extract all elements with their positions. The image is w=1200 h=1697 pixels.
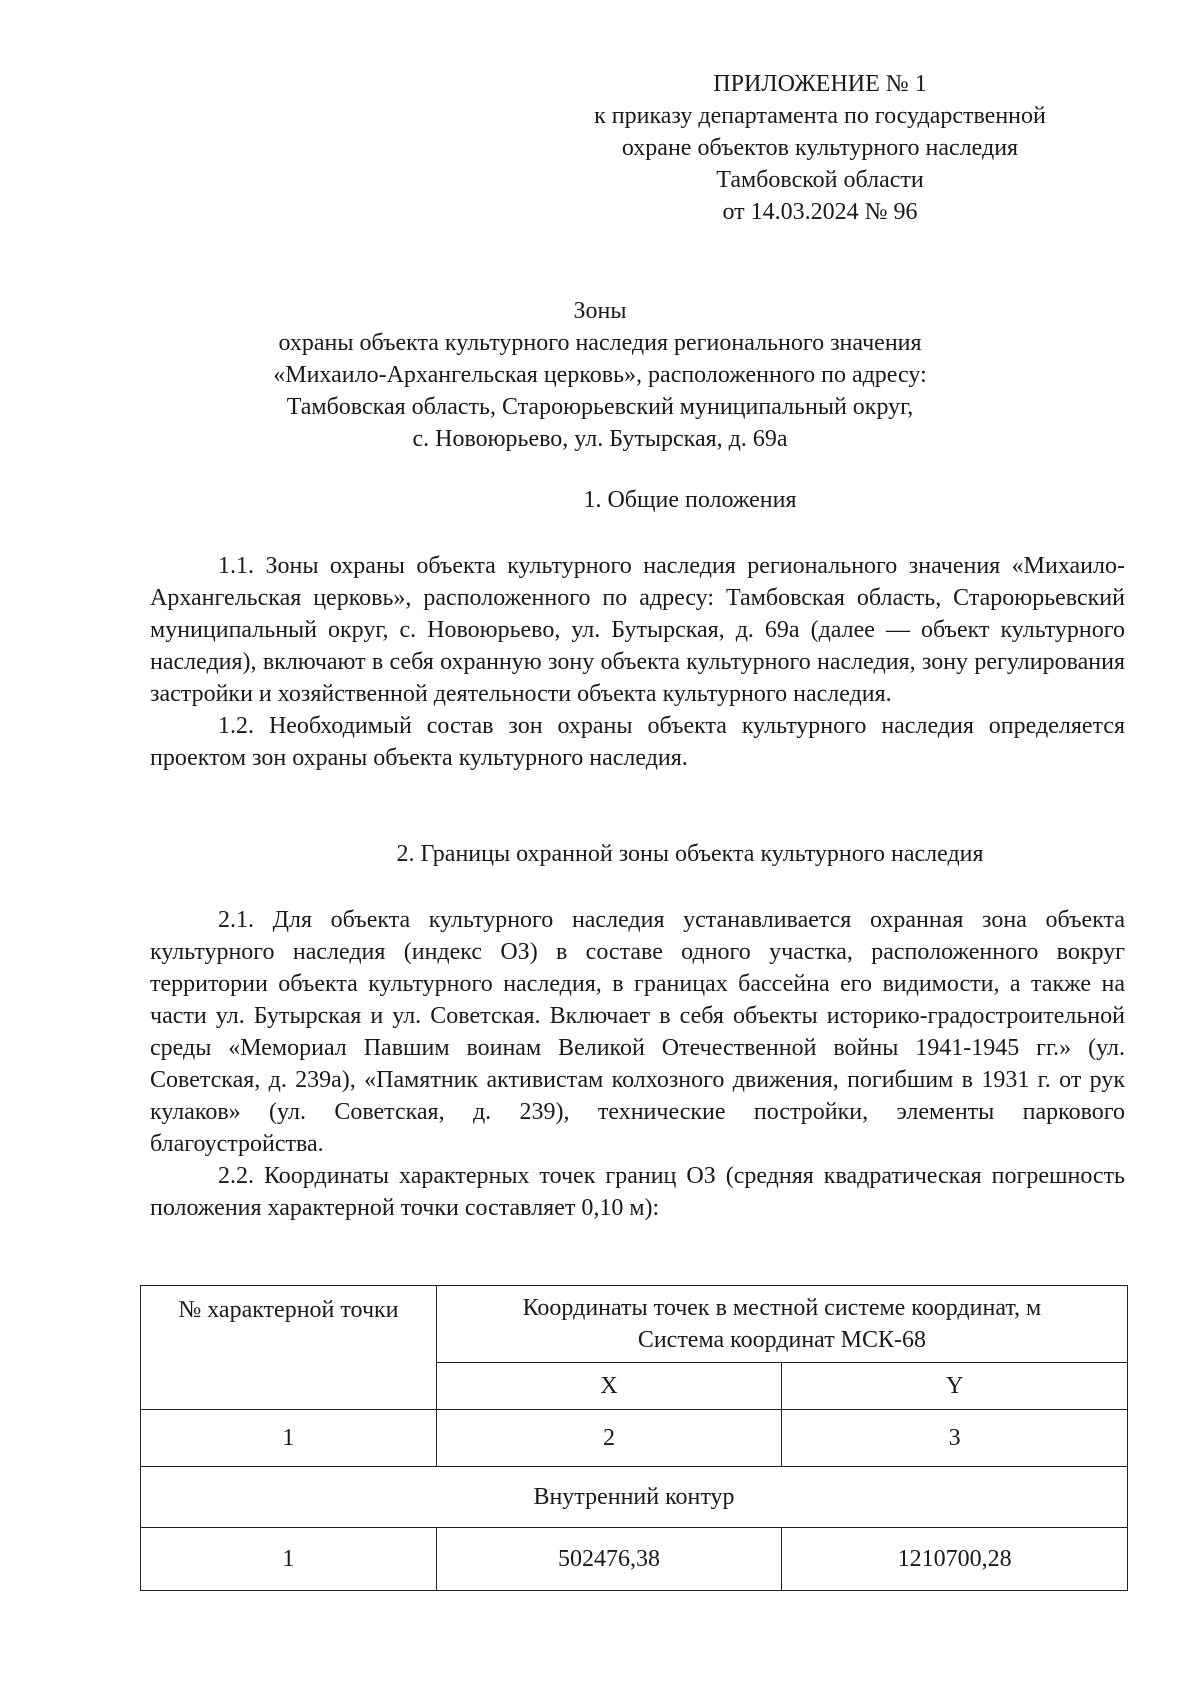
appendix-header [540, 68, 1100, 228]
title-line-4: Тамбовская область, Староюрьевский муниципальный округ, [286, 394, 914, 420]
section-1-body [150, 550, 1125, 774]
appendix-department-line: охране объектов культурного наследия [621, 135, 1019, 161]
coordinates-header-line-1: Координаты точек в местной системе координат, м [522, 1295, 1042, 1321]
appendix-number: ПРИЛОЖЕНИЕ № 1 [713, 71, 927, 97]
section-2-body [150, 904, 1125, 1224]
contour-row [141, 1467, 1128, 1528]
paragraph-2-2: 2.2. Координаты характерных точек границ ОЗ (средняя квадратическая погрешность положения характерной точки составляет 0,10 м): [150, 1163, 1125, 1221]
column-number-3: 3 [782, 1410, 1128, 1467]
section-1-heading: 1. Общие положения [583, 487, 797, 513]
section-2-heading: 2. Границы охранной зоны объекта культурного наследия [396, 841, 984, 867]
coordinates-header-line-2: Система координат МСК-68 [637, 1327, 927, 1353]
inner-contour-label: Внутренний контур [141, 1467, 1128, 1528]
paragraph-1-1: 1.1. Зоны охраны объекта культурного наследия регионального значения «Михаило-Архангельская церковь», расположенного по адресу: Тамбовская область, Староюрьевский муниципальный округ, с. Новоюрьево, ул. Бутырская, д. 69а (далее — объект культурного наследия), включают в себя охранную зону объекта культурного наследия, зону регулирования застройки и хозяйственной деятельности объекта культурного наследия. [150, 553, 1125, 707]
title-line-1: Зоны [573, 298, 627, 324]
title-line-2: охраны объекта культурного наследия регионального значения [278, 330, 922, 356]
appendix-region-line: Тамбовской области [716, 167, 924, 193]
title-line-3: «Михаило-Архангельская церковь», расположенного по адресу: [273, 362, 927, 388]
paragraph-2-1: 2.1. Для объекта культурного наследия устанавливается охранная зона объекта культурного наследия (индекс ОЗ) в составе одного участка, расположенного вокруг территории объекта культурного наследия, в границах бассейна его видимости, а также на части ул. Бутырская и ул. Советская. Включает в себя объекты историко-градостроительной среды «Мемориал Павшим воинам Великой Отечественной войны 1941-1945 гг.» (ул. Советская, д. 239а), «Памятник активистам колхозного движения, погибшим в 1931 г. от рук кулаков» (ул. Советская, д. 239), технические постройки, элементы паркового благоустройства. [150, 907, 1125, 1157]
coordinates-table [140, 1285, 1128, 1591]
paragraph-1-2: 1.2. Необходимый состав зон охраны объекта культурного наследия определяется проектом зон охраны объекта культурного наследия. [150, 713, 1125, 771]
point-number-cell: 1 [141, 1528, 437, 1591]
point-number-header-text: № характерной точки [178, 1297, 399, 1323]
y-coordinate-cell: 1210700,28 [782, 1528, 1128, 1591]
x-coordinate-cell: 502476,38 [436, 1528, 781, 1591]
document-title [180, 295, 1020, 455]
appendix-date-line: от 14.03.2024 № 96 [722, 199, 918, 225]
x-header: X [436, 1363, 781, 1410]
column-number-1: 1 [141, 1410, 437, 1467]
y-header: Y [782, 1363, 1128, 1410]
column-number-row [141, 1410, 1128, 1467]
title-line-5: с. Новоюрьево, ул. Бутырская, д. 69а [412, 426, 788, 452]
coordinates-header [436, 1286, 1127, 1363]
column-number-2: 2 [436, 1410, 781, 1467]
point-number-header [141, 1286, 437, 1410]
table-row [141, 1528, 1128, 1591]
appendix-order-line: к приказу департамента по государственной [594, 103, 1046, 129]
